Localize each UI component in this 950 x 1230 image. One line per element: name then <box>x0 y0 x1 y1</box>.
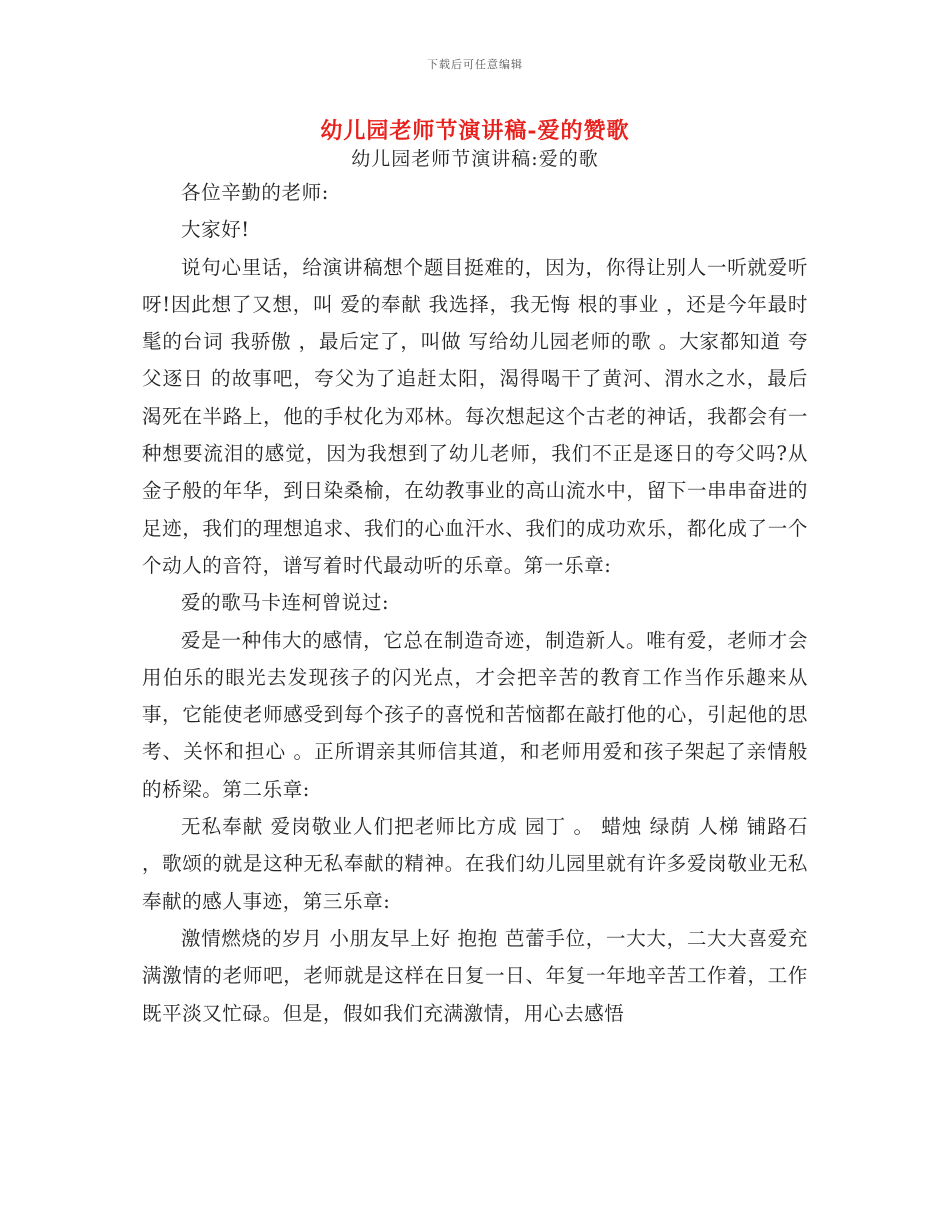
paragraph-chapter-two: 无私奉献 爱岗敬业人们把老师比方成 园丁 。 蜡烛 绿荫 人梯 铺路石 ，歌颂的就是这种无私奉献的精神。在我们幼儿园里就有许多爱岗敬业无私奉献的感人事迹，第三乐章: <box>142 815 815 913</box>
paragraph-intro: 说句心里话，给演讲稿想个题目挺难的，因为，你得让别人一听就爱听呀!因此想了又想，叫 爱的奉献 我选择，我无悔 根的事业 ，还是今年最时髦的台词 我骄傲 ，最后定了，叫做 写给幼儿园老师的歌 。大家都知道 夸父逐日 的故事吧，夸父为了追赶太阳，渴得喝干了黄河、渭水之水，最后渴死在半路上，他的手杖化为邓林。每次想起这个古老的神话，我都会有一种想要流泪的感觉，因为我想到了幼儿老师，我们不正是逐日的夸父吗?从金子般的年华，到日染桑榆，在幼教事业的高山流水中，留下一串串奋进的足迹，我们的理想追求、我们的心血汗水、我们的成功欢乐，都化成了一个个动人的音符，谱写着时代最动听的乐章。第一乐章: <box>142 255 808 577</box>
header-note: 下载后可任意编辑 <box>427 58 523 71</box>
document-title: 幼儿园老师节演讲稿-爱的赞歌 <box>320 118 630 144</box>
paragraph-salutation: 各位辛勤的老师: <box>181 181 329 204</box>
document-body <box>142 174 815 1032</box>
paragraph-chapter-one: 爱是一种伟大的感情，它总在制造奇迹，制造新人。唯有爱，老师才会用伯乐的眼光去发现孩子的闪光点，才会把辛苦的教育工作当作乐趣来从事，它能使老师感受到每个孩子的喜悦和苦恼都在敲打他的心，引起他的思考、关怀和担心 。正所谓亲其师信其道，和老师用爱和孩子架起了亲情般的桥梁。第二乐章: <box>142 628 808 801</box>
document-subtitle: 幼儿园老师节演讲稿:爱的歌 <box>351 148 599 170</box>
paragraph-chapter-three: 激情燃烧的岁月 小朋友早上好 抱抱 芭蕾手位，一大大，二大大喜爱充满激情的老师吧，老师就是这样在日复一日、年复一年地辛苦工作着，工作既平淡又忙碌。但是，假如我们充满激情，用心去感悟 <box>142 926 808 1025</box>
paragraph-greeting: 大家好! <box>181 218 250 242</box>
paragraph-chapter-one-heading: 爱的歌马卡连柯曾说过: <box>181 591 390 615</box>
